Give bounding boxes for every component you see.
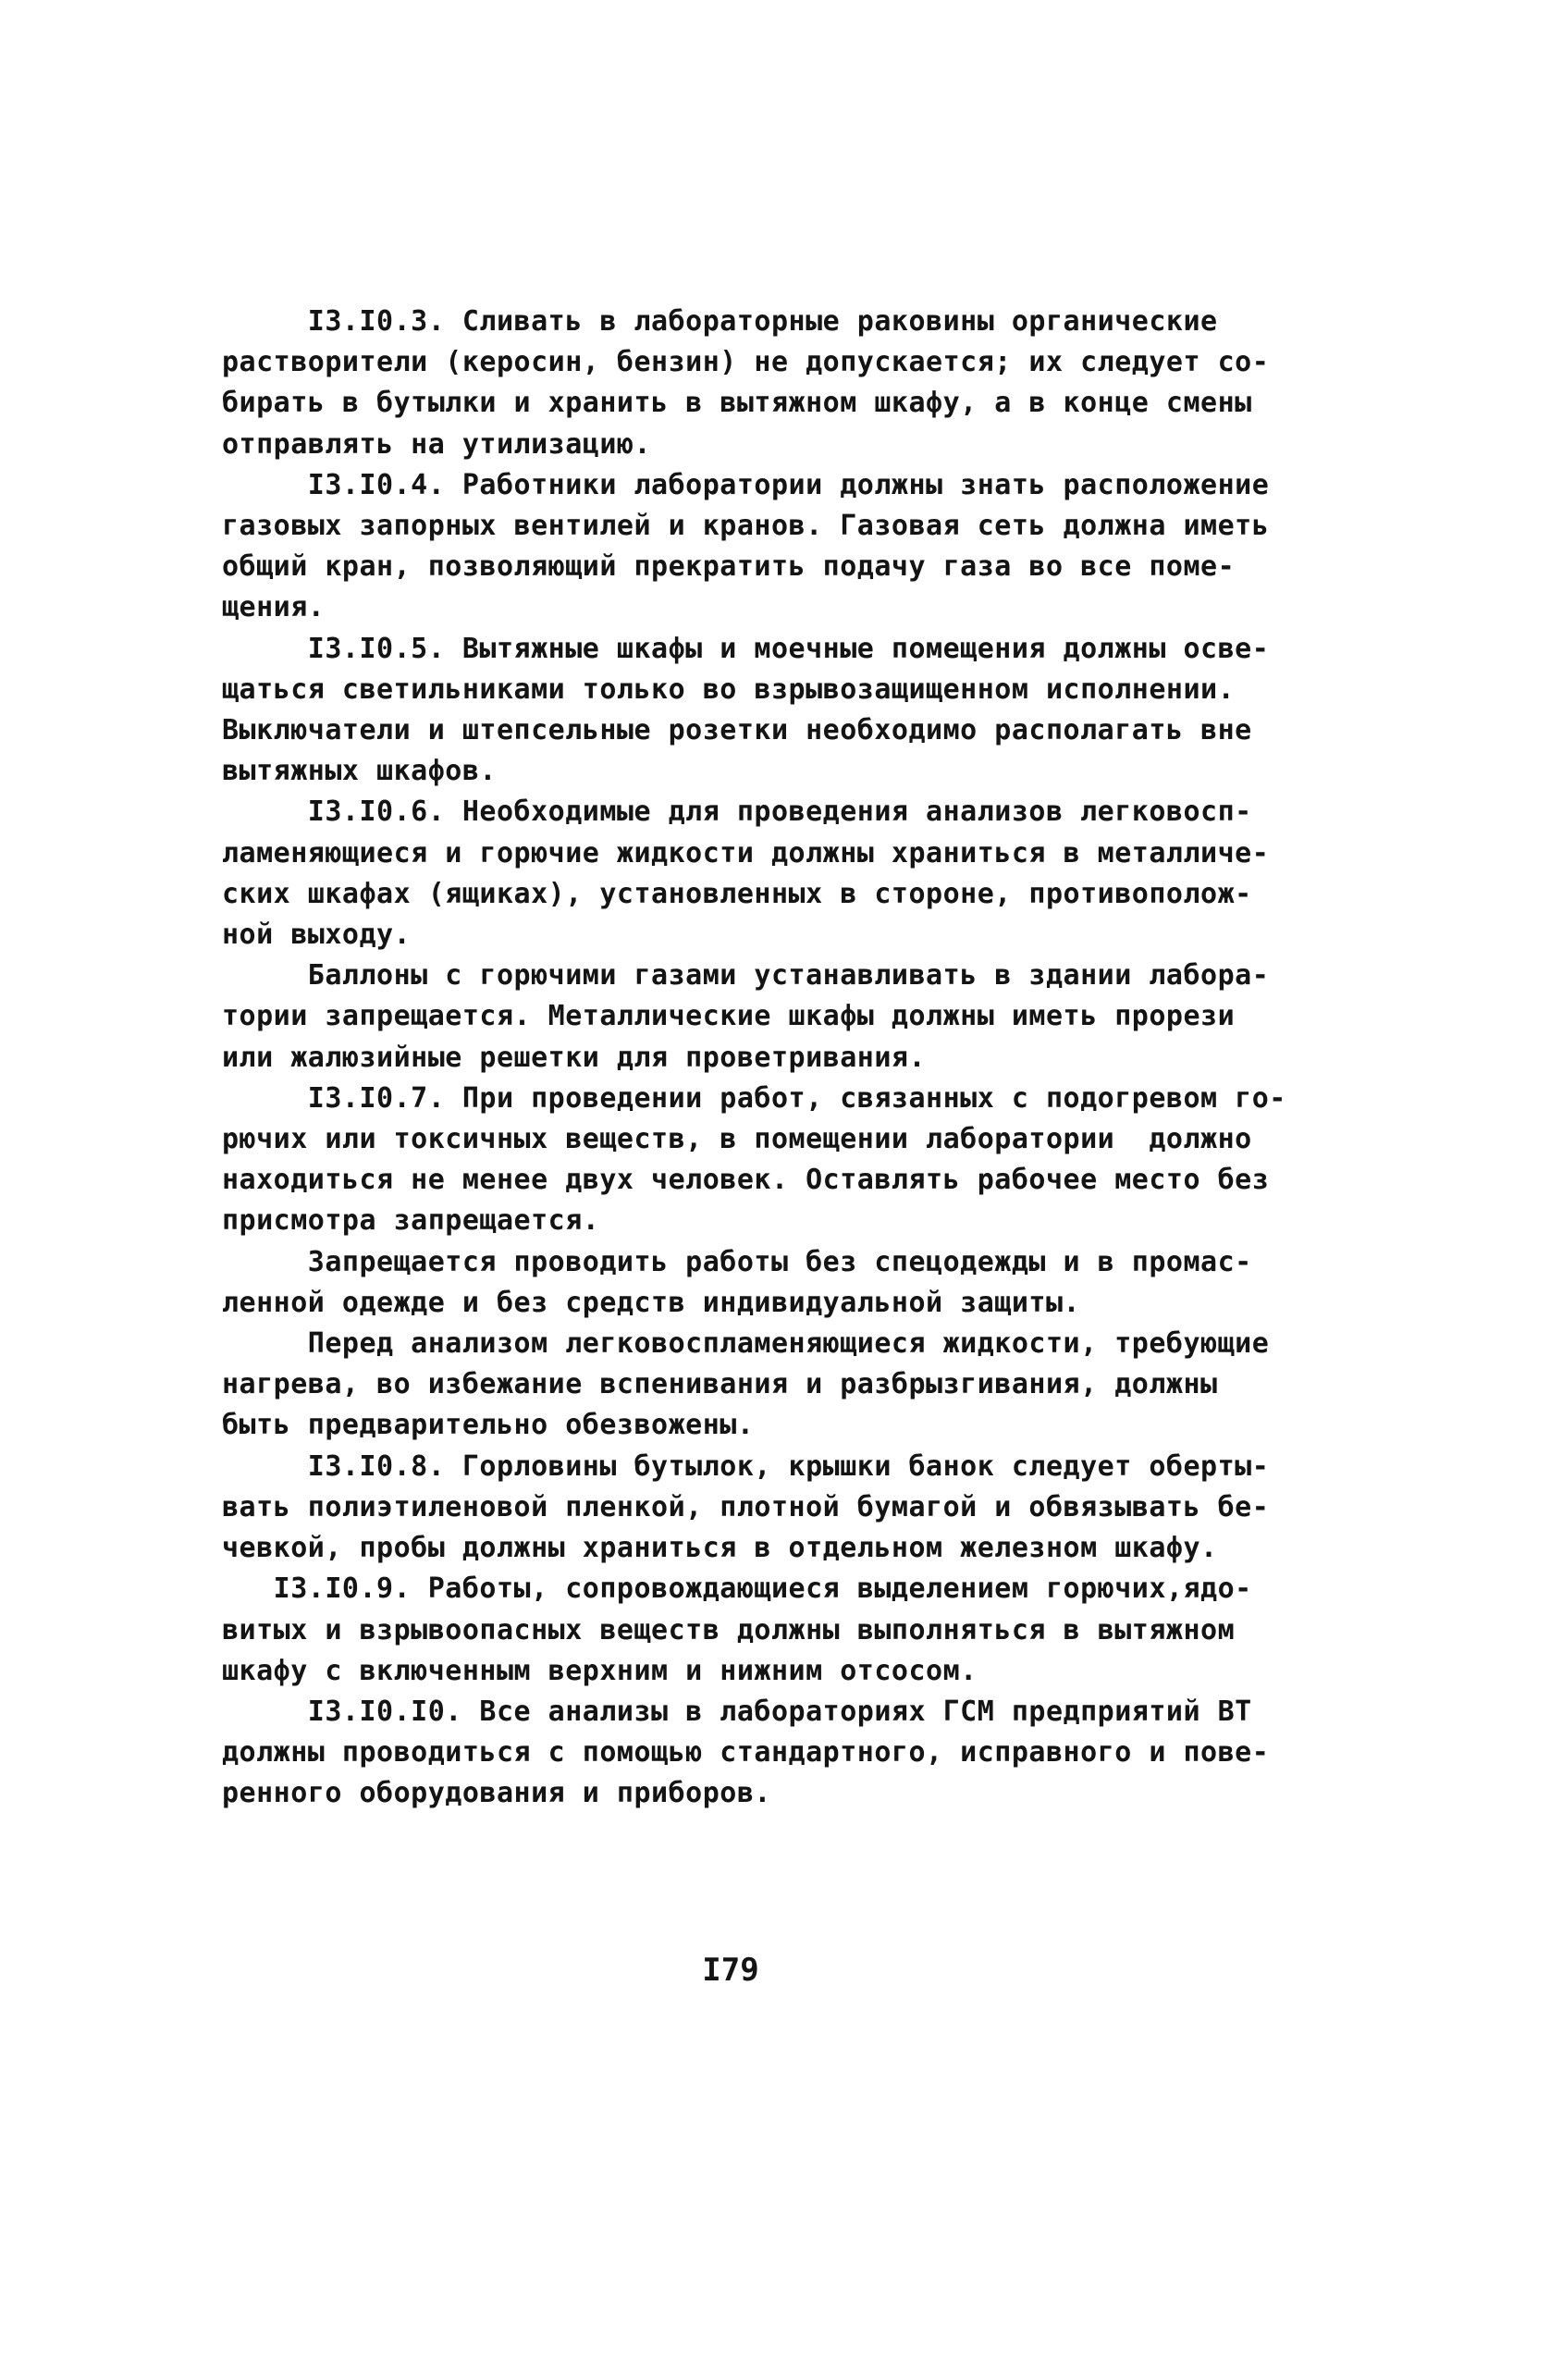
text-line: Перед анализом легковоспламеняющиеся жидкости, требующие (222, 1327, 1270, 1361)
paragraph (222, 956, 1270, 1079)
paragraph (222, 1242, 1267, 1324)
text-line: находиться не менее двух человек. Оставлять рабочее место без (222, 1164, 1270, 1197)
text-line: ских шкафах (ящиках), установленных в стороне, противополож- (222, 877, 1252, 910)
text-line: ленной одежде и без средств индивидуальной защиты. (222, 1286, 1081, 1319)
paragraph (222, 465, 1270, 629)
paragraph (222, 792, 1270, 956)
paragraph (222, 629, 1270, 793)
text-line: I3.I0.8. Горловины бутылок, крышки банок следует оберты- (222, 1449, 1270, 1483)
text-line: общий кран, позволяющий прекратить подачу газа во все поме- (222, 550, 1236, 584)
paragraph (222, 1447, 1270, 1570)
text-line: рючих или токсичных веществ, в помещении лаборатории должно (222, 1123, 1252, 1156)
text-line: растворители (керосин, бензин) не допускается; их следует со- (222, 346, 1270, 379)
text-line: отправлять на утилизацию. (222, 427, 652, 461)
text-line: ламеняющиеся и горючие жидкости должны храниться в металличе- (222, 836, 1270, 869)
text-line: I3.I0.7. При проведении работ, связанных с подогревом го- (222, 1081, 1286, 1115)
text-line: нагрева, во избежание вспенивания и разбрызгивания, должны (222, 1368, 1218, 1401)
text-line: должны проводиться с помощью стандартного, исправного и пове- (222, 1736, 1270, 1770)
text-line: I3.I0.I0. Все анализы в лабораториях ГСМ предприятий ВТ (222, 1695, 1252, 1728)
text-line: щения. (222, 591, 326, 624)
text-line: I3.I0.6. Необходимые для проведения анализов легковосп- (222, 795, 1252, 829)
text-line: присмотра запрещается. (222, 1204, 600, 1238)
page-number: I79 (702, 1952, 759, 1989)
text-line: I3.I0.3. Сливать в лабораторные раковины органические (222, 305, 1218, 338)
text-line: бирать в бутылки и хранить в вытяжном шкафу, а в конце смены (222, 387, 1252, 420)
paragraph (222, 1079, 1286, 1242)
text-line: быть предварительно обезвожены. (222, 1409, 755, 1442)
document-body (222, 302, 1286, 1815)
text-line: чевкой, пробы должны храниться в отдельном железном шкафу. (222, 1532, 1218, 1565)
text-line: или жалюзийные решетки для проветривания. (222, 1041, 927, 1074)
text-line: Запрещается проводить работы без спецодежды и в промас- (222, 1245, 1252, 1278)
paragraph (222, 1569, 1267, 1692)
text-line: вытяжных шкафов. (222, 755, 497, 788)
paragraph (222, 1324, 1270, 1447)
text-line: щаться светильниками только во взрывозащищенном исполнении. (222, 672, 1236, 706)
text-line: I3.I0.5. Вытяжные шкафы и моечные помещения должны осве- (222, 632, 1270, 665)
text-line: Баллоны с горючими газами устанавливать в здании лабора- (222, 959, 1270, 993)
text-line: витых и взрывоопасных веществ должны выполняться в вытяжном (222, 1613, 1236, 1646)
text-line: шкафу с включенным верхним и нижним отсосом. (222, 1654, 978, 1687)
paragraph (222, 302, 1270, 465)
text-line: ренного оборудования и приборов. (222, 1777, 771, 1810)
text-line: тории запрещается. Металлические шкафы должны иметь прорези (222, 1000, 1236, 1033)
text-line: газовых запорных вентилей и кранов. Газовая сеть должна иметь (222, 510, 1270, 543)
text-line: ной выходу. (222, 919, 412, 952)
text-line: вать полиэтиленовой пленкой, плотной бумагой и обвязывать бе- (222, 1490, 1270, 1523)
text-line: I3.I0.4. Работники лаборатории должны знать расположение (222, 468, 1270, 501)
text-line: I3.I0.9. Работы, сопровождающиеся выделением горючих,ядо- (222, 1572, 1252, 1606)
text-line: Выключатели и штепсельные розетки необходимо располагать вне (222, 714, 1252, 747)
paragraph (222, 1692, 1270, 1815)
